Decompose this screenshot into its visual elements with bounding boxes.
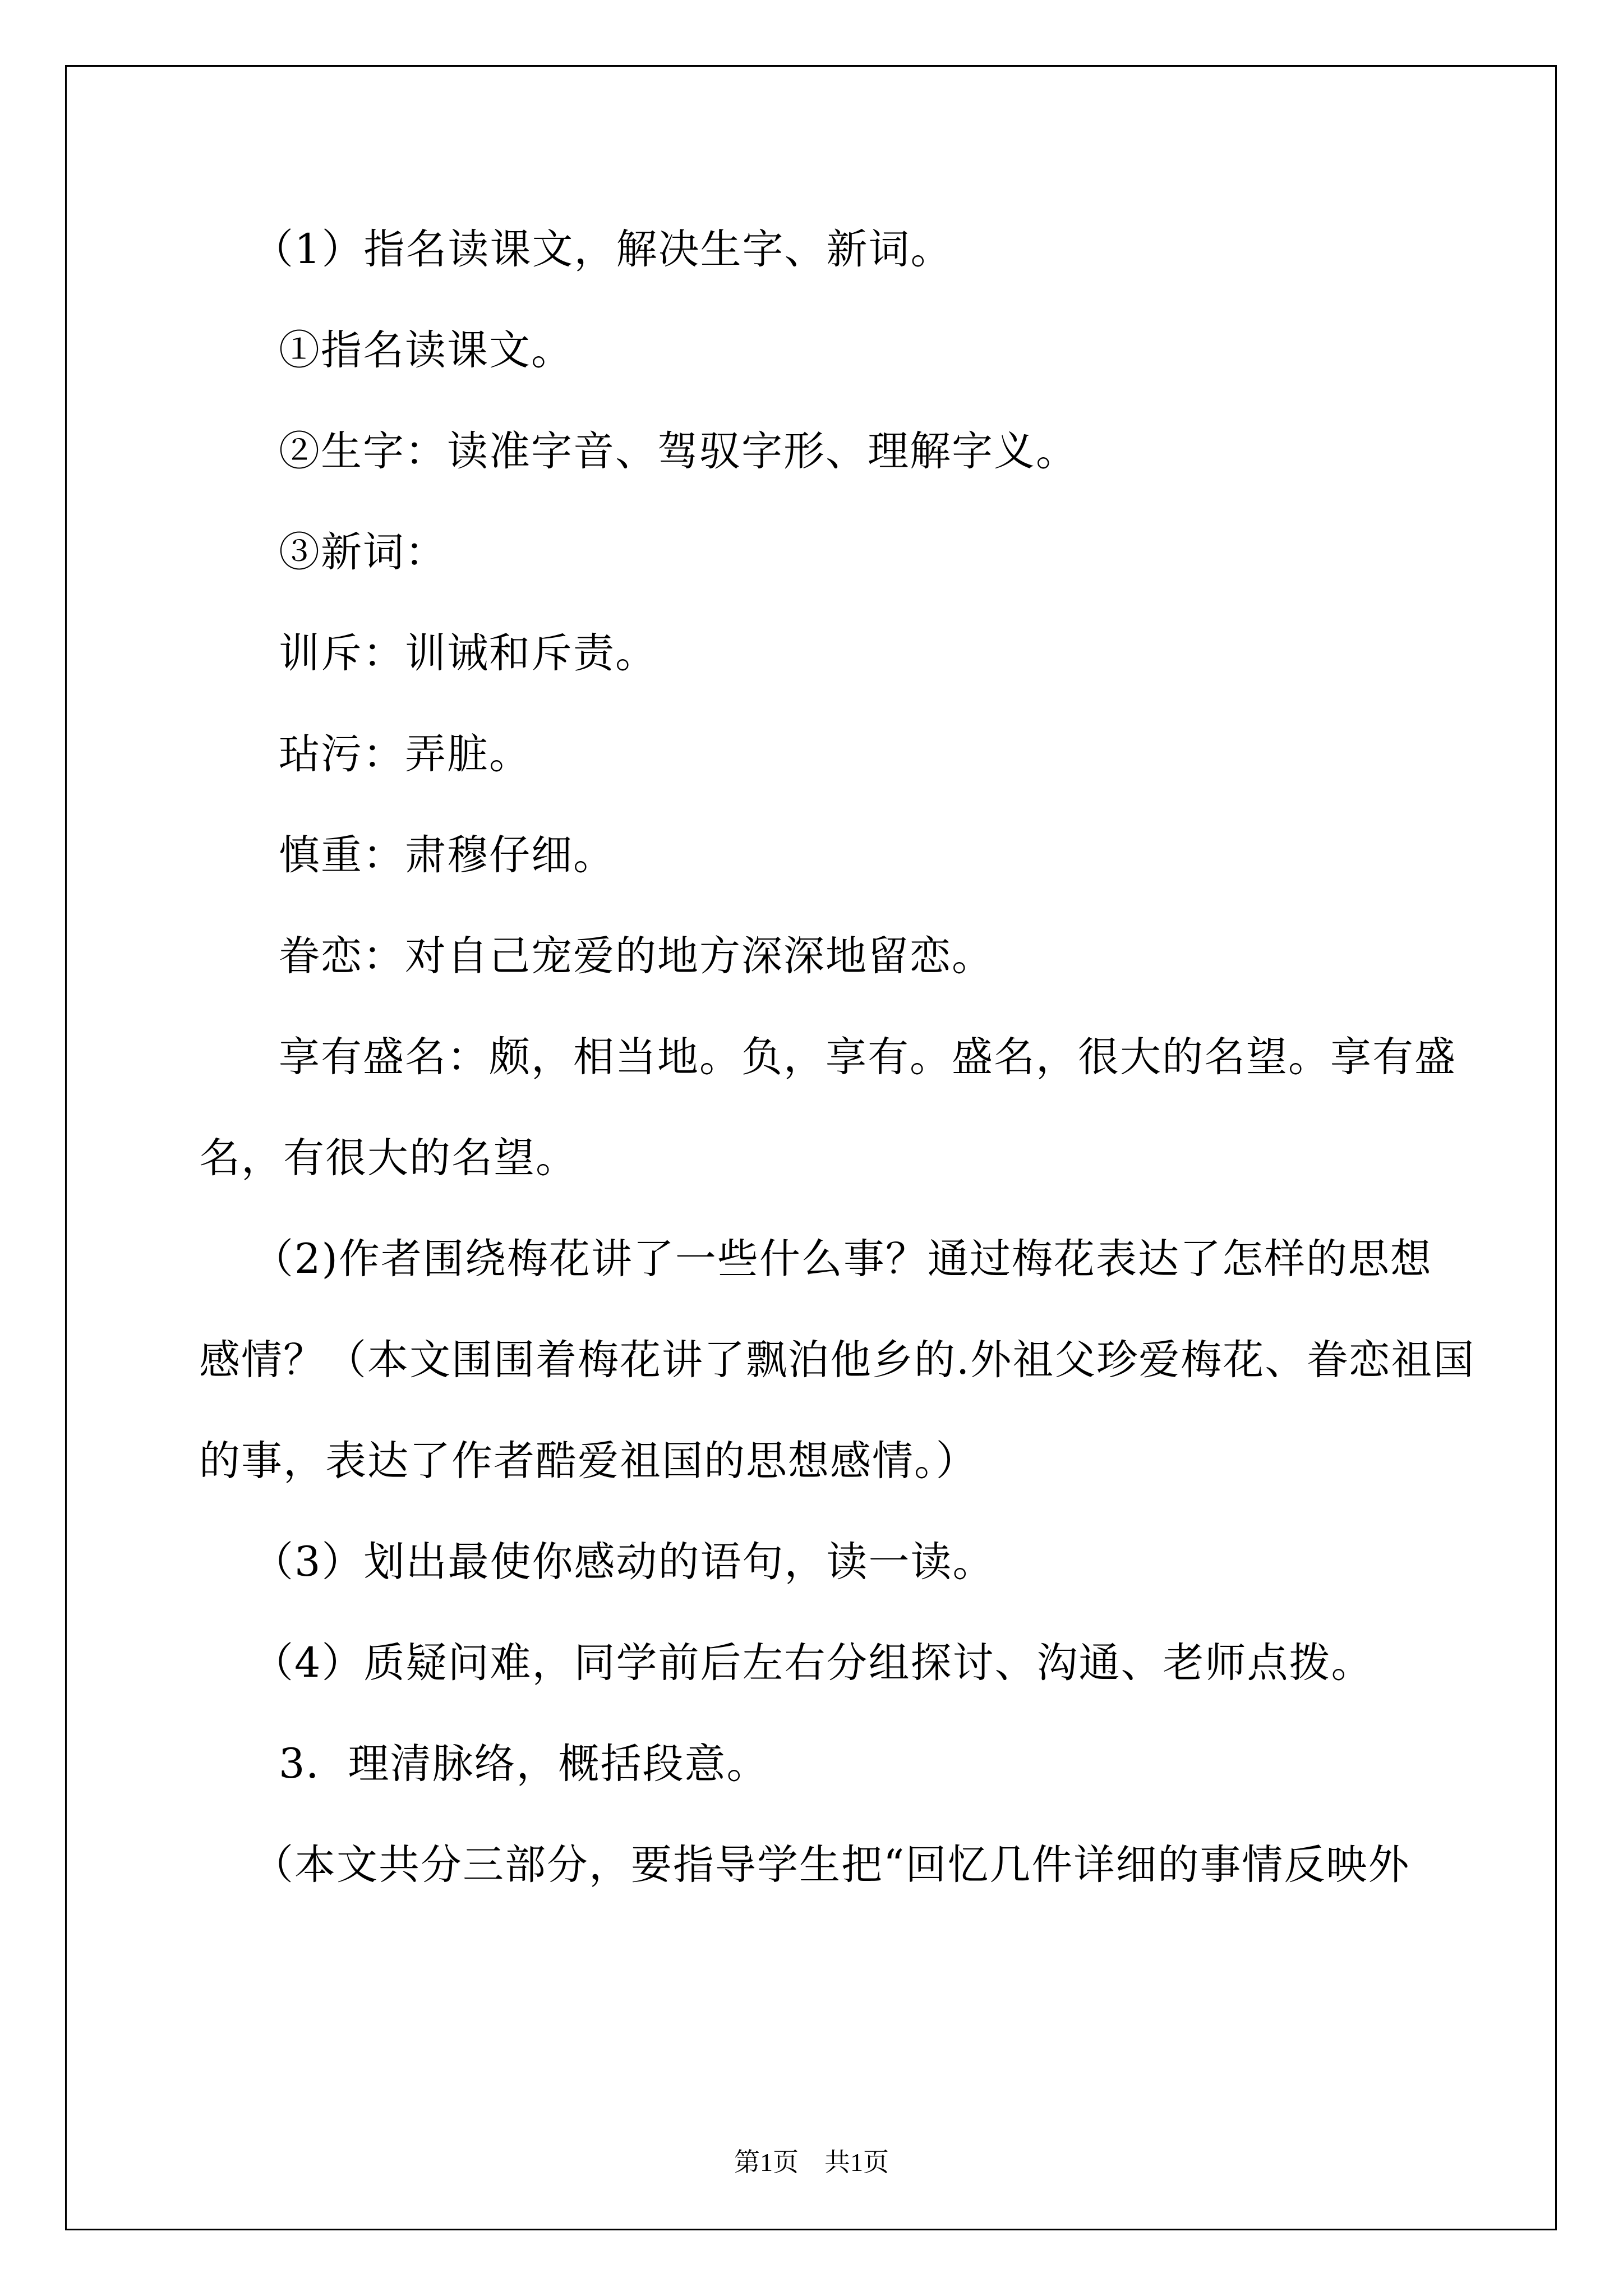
text-line: 玷污：弄脏。 <box>279 730 531 778</box>
text-line: （3）划出最使你感动的语句，读一读。 <box>252 1538 995 1586</box>
text-line: ①指名读课文。 <box>279 326 573 374</box>
text-line: ②生字：读准字音、驾驭字形、理解字义。 <box>279 427 1078 475</box>
text-line: ③新词： <box>279 528 447 576</box>
text-line: 感情？（本文围围着梅花讲了飘泊他乡的.外祖父珍爱梅花、眷恋祖国 <box>199 1336 1476 1384</box>
text-line: （4）质疑问难，同学前后左右分组探讨、沟通、老师点拨。 <box>252 1639 1373 1687</box>
text-line: （本文共分三部分，要指导学生把“回忆几件详细的事情反映外 <box>252 1841 1410 1889</box>
page-number-footer: 第1页 共1页 <box>734 2148 889 2177</box>
text-line: 享有盛名：颇，相当地。负，享有。盛名，很大的名望。享有盛 <box>279 1033 1456 1081</box>
text-line: 训斥：训诫和斥责。 <box>279 629 657 677</box>
text-line: 眷恋：对自己宠爱的地方深深地留恋。 <box>279 932 994 980</box>
text-line: （1）指名读课文，解决生字、新词。 <box>252 226 953 273</box>
text-line: （2)作者围绕梅花讲了一些什么事？通过梅花表达了怎样的思想 <box>252 1235 1432 1283</box>
text-line: 慎重：肃穆仔细。 <box>279 831 615 879</box>
text-line: 名，有很大的名望。 <box>199 1134 578 1182</box>
text-line: 的事，表达了作者酷爱祖国的思想感情。） <box>199 1437 978 1485</box>
text-line: 3．理清脉络，概括段意。 <box>279 1740 769 1788</box>
